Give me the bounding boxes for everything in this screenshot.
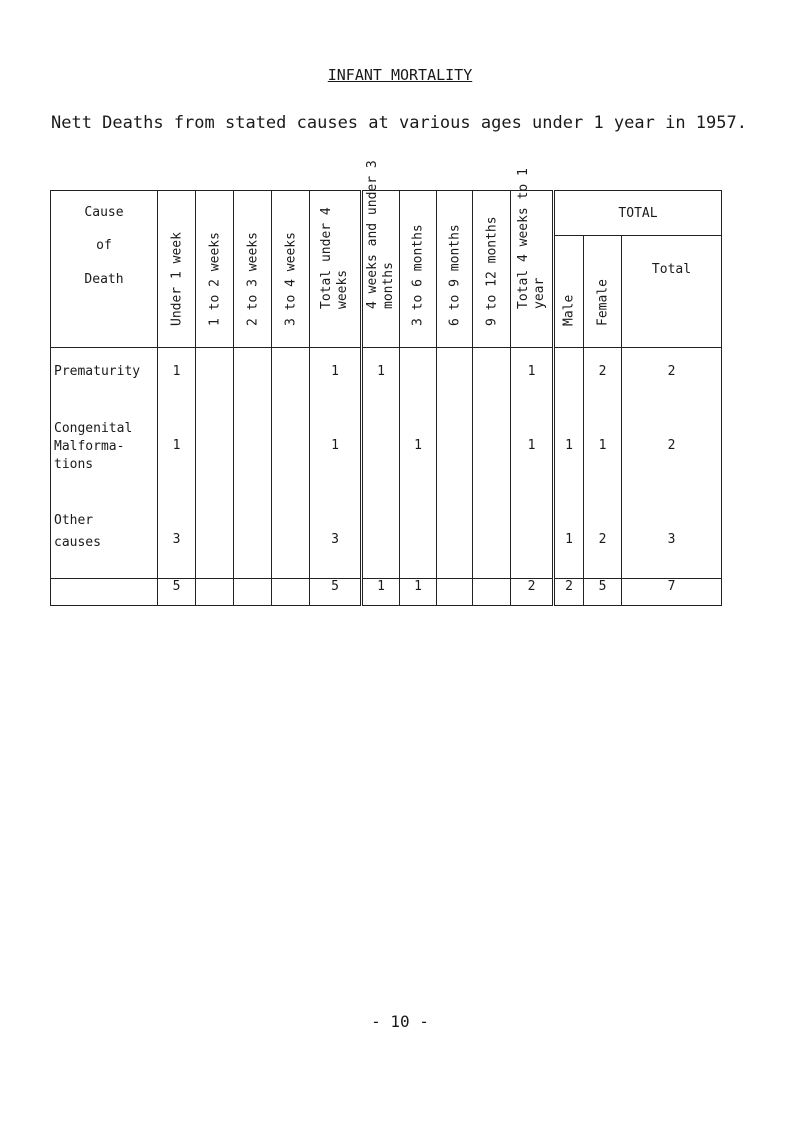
total-cell: 5: [310, 579, 362, 606]
data-col: 2 2 3: [622, 348, 722, 579]
total-cell: 1: [400, 579, 437, 606]
page-heading: INFANT MORTALITY: [327, 66, 473, 84]
total-cell: [272, 579, 310, 606]
col-header-6-9-months: 6 to 9 months: [437, 191, 473, 348]
cause-header: Cause of Death: [51, 191, 158, 348]
table-body-row: [51, 348, 722, 579]
data-col: 1: [400, 348, 437, 579]
total-cell: 7: [622, 579, 722, 606]
data-col: [196, 348, 234, 579]
data-col: 1 1 3: [158, 348, 196, 579]
col-header-total-under-4-weeks: Total under 4 weeks: [310, 191, 362, 348]
col-header-1-2-weeks: 1 to 2 weeks: [196, 191, 234, 348]
data-col: [473, 348, 511, 579]
data-col: 1: [362, 348, 400, 579]
col-header-4w-3m: 4 weeks and under 3 months: [362, 191, 400, 348]
col-header-under-1-week: Under 1 week: [158, 191, 196, 348]
data-col: [272, 348, 310, 579]
page-subtitle: Nett Deaths from stated causes at various ages under 1 year in 1957.: [51, 113, 747, 133]
cause-other: Other causes: [54, 513, 101, 550]
data-col: 1 1 3: [310, 348, 362, 579]
col-header-3-4-weeks: 3 to 4 weeks: [272, 191, 310, 348]
total-cell: [437, 579, 473, 606]
col-header-total: Total: [622, 236, 722, 348]
col-header-9-12-months: 9 to 12 months: [473, 191, 511, 348]
page-number: - 10 -: [371, 1012, 429, 1031]
total-cell: [473, 579, 511, 606]
col-header-female: Female: [584, 236, 622, 348]
data-col: [234, 348, 272, 579]
total-group-header: TOTAL: [554, 191, 722, 236]
total-cell: 2: [511, 579, 554, 606]
col-header-male: Male: [554, 236, 584, 348]
total-cell: 5: [584, 579, 622, 606]
total-cell: [234, 579, 272, 606]
total-cell: 5: [158, 579, 196, 606]
totals-label-cell: [51, 579, 158, 606]
data-col: [437, 348, 473, 579]
cause-cell: [51, 348, 158, 579]
data-col: 2 1 2: [584, 348, 622, 579]
cause-prematurity: Prematurity: [54, 364, 141, 379]
totals-row: [51, 579, 722, 606]
total-cell: [196, 579, 234, 606]
data-col: 1 1: [511, 348, 554, 579]
cause-congenital: Congenital Malforma- tions: [54, 421, 133, 472]
col-header-total-4w-1y: Total 4 weeks to 1 year: [511, 191, 554, 348]
total-cell: 1: [362, 579, 400, 606]
col-header-3-6-months: 3 to 6 months: [400, 191, 437, 348]
infant-mortality-table: [50, 160, 722, 606]
total-cell: 2: [554, 579, 584, 606]
col-header-2-3-weeks: 2 to 3 weeks: [234, 191, 272, 348]
data-col: 1 1: [554, 348, 584, 579]
